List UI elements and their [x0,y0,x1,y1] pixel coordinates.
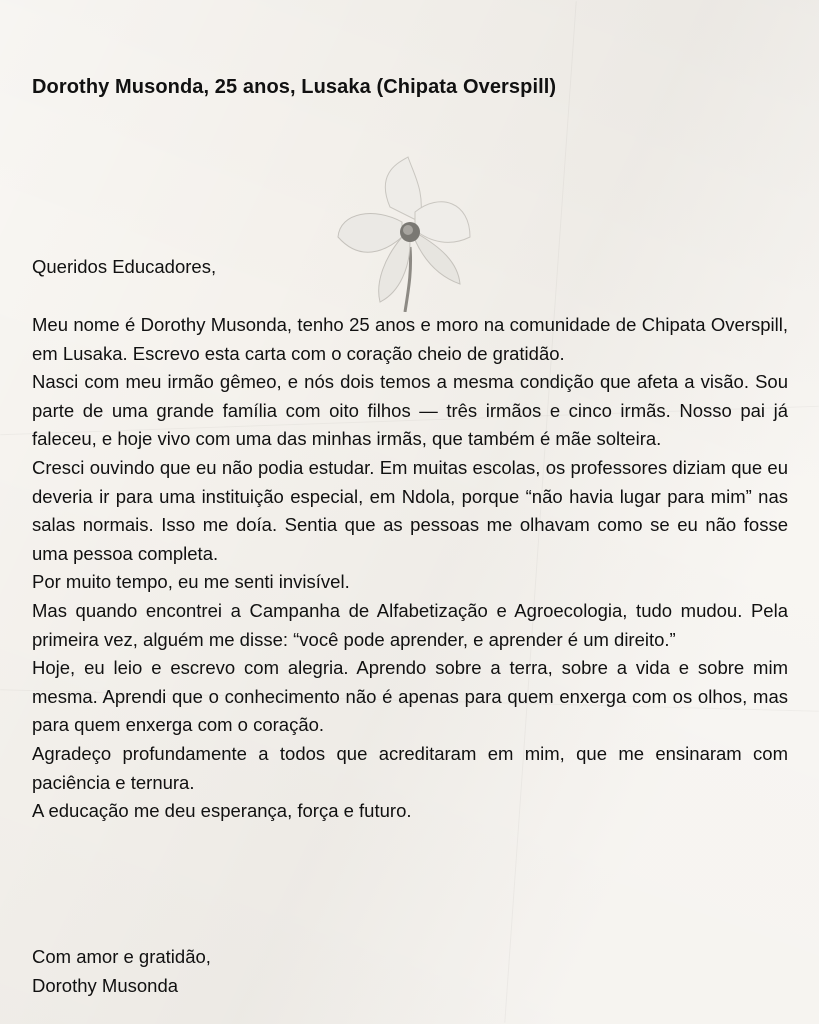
pressed-flower-icon [330,152,480,312]
letter-closing-block [32,943,211,1000]
letter-paragraph: Cresci ouvindo que eu não podia estudar. Em muitas escolas, os professores diziam que eu deveria ir para uma instituição especial, em Ndola, porque “não havia lugar para mim” nas salas normais. Isso me doía. Sentia que as pessoas me olhavam como se eu não fosse uma pessoa completa. [32,456,788,564]
letter-paragraph: Hoje, eu leio e escrevo com alegria. Aprendo sobre a terra, sobre a vida e sobre mim mesma. Aprendi que o conhecimento não é apenas para quem enxerga com os olhos, mas para quem enxerga com o coração. [32,657,788,736]
letter-closing: Com amor e gratidão, [32,946,211,967]
letter-body [32,311,788,826]
letter-title: Dorothy Musonda, 25 anos, Lusaka (Chipata Overspill) [32,76,557,98]
letter-paragraph: Meu nome é Dorothy Musonda, tenho 25 anos e moro na comunidade de Chipata Overspill, em Lusaka. Escrevo esta carta com o coração cheio de gratidão. [32,314,788,364]
letter-paragraph: Nasci com meu irmão gêmeo, e nós dois temos a mesma condição que afeta a visão. Sou parte de uma grande família com oito filhos — três irmãos e cinco irmãs. Nosso pai já faleceu, e hoje vivo com uma das minhas irmãs, que também é mãe solteira. [32,371,788,450]
letter-paragraph: A educação me deu esperança, força e futuro. [32,800,412,822]
letter-paragraph: Mas quando encontrei a Campanha de Alfabetização e Agroecologia, tudo mudou. Pela primeira vez, alguém me disse: “você pode aprender, e aprender é um direito.” [32,599,788,650]
letter-salutation: Queridos Educadores, [32,256,217,277]
letter-paragraph: Por muito tempo, eu me senti invisível. [32,571,350,593]
letter-paragraph: Agradeço profundamente a todos que acreditaram em mim, que me ensinaram com paciência e ternura. [32,742,788,793]
letter-signature: Dorothy Musonda [32,974,179,996]
